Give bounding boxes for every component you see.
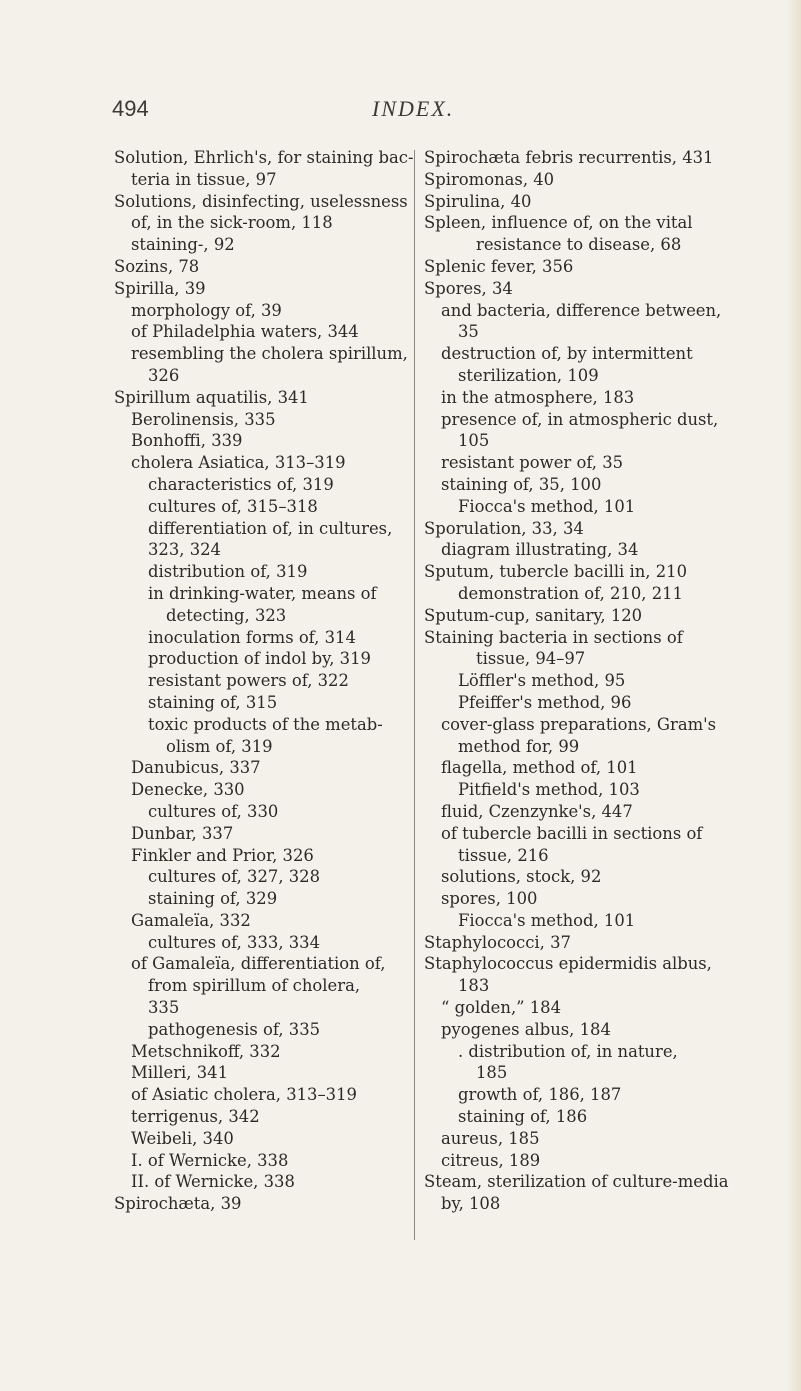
index-entry: detecting, 323	[166, 605, 287, 625]
index-entry: fluid, Czenzynke's, 447	[441, 801, 633, 821]
index-entry: staining of, 35, 100	[441, 474, 602, 494]
index-entry: 326	[148, 365, 180, 385]
index-entry: toxic products of the metab-	[148, 714, 383, 734]
index-entry: aureus, 185	[441, 1128, 540, 1148]
index-entry: Spirochæta, 39	[114, 1194, 242, 1214]
index-entry: Pitfield's method, 103	[458, 780, 640, 800]
index-column-right	[424, 147, 736, 1215]
index-entry: diagram illustrating, 34	[441, 540, 639, 560]
index-entry: citreus, 189	[441, 1150, 541, 1170]
index-entry: Staphylococcus epidermidis albus,	[424, 954, 712, 974]
index-entry: Spirilla, 39	[114, 278, 206, 298]
index-entry: growth of, 186, 187	[458, 1085, 622, 1105]
index-entry: resistant powers of, 322	[148, 671, 349, 691]
index-entry: teria in tissue, 97	[131, 169, 277, 189]
index-entry: cultures of, 330	[148, 801, 279, 821]
index-entry: Löffler's method, 95	[458, 671, 626, 691]
index-entry: differentiation of, in cultures,	[148, 518, 393, 538]
index-entry: cultures of, 327, 328	[148, 867, 321, 887]
index-entry: Fiocca's method, 101	[458, 910, 636, 930]
index-entry: 183	[458, 976, 490, 996]
index-entry: “ golden,” 184	[441, 998, 562, 1018]
index-entry: Staining bacteria in sections of	[424, 627, 683, 647]
index-entry: and bacteria, difference between,	[441, 300, 722, 320]
index-entry: Sputum, tubercle bacilli in, 210	[424, 562, 688, 582]
index-entry: presence of, in atmospheric dust,	[441, 409, 719, 429]
index-entry: resembling the cholera spirillum,	[131, 344, 408, 364]
index-entry: Weibeli, 340	[131, 1128, 234, 1148]
index-entry: 105	[458, 431, 490, 451]
index-entry: cover-glass preparations, Gram's	[441, 714, 717, 734]
index-entry: resistant power of, 35	[441, 453, 624, 473]
index-entry: pathogenesis of, 335	[148, 1019, 321, 1039]
index-entry: Bonhoffi, 339	[131, 431, 243, 451]
running-head: INDEX.	[372, 96, 455, 121]
index-entry: . distribution of, in nature,	[458, 1041, 678, 1061]
index-entry: Spleen, influence of, on the vital	[424, 213, 693, 233]
index-entry: 185	[476, 1063, 508, 1083]
index-entry: by, 108	[441, 1194, 501, 1214]
index-entry: flagella, method of, 101	[441, 758, 638, 778]
index-entry: solutions, stock, 92	[441, 867, 602, 887]
page-edge-shadow	[787, 0, 801, 1391]
index-entry: Berolinensis, 335	[131, 409, 276, 429]
index-entry: Spores, 34	[424, 278, 513, 298]
index-entry: spores, 100	[441, 889, 538, 909]
index-entry: Spiromonas, 40	[424, 169, 555, 189]
index-entry: Splenic fever, 356	[424, 256, 574, 276]
index-entry: Danubicus, 337	[131, 758, 261, 778]
index-entry: Gamaleïa, 332	[131, 910, 251, 930]
index-column-left	[114, 147, 414, 1215]
page-number: 494	[112, 96, 149, 121]
index-entry: inoculation forms of, 314	[148, 627, 356, 647]
index-entry: tissue, 94–97	[476, 649, 586, 669]
index-entry: olism of, 319	[166, 736, 273, 756]
index-entry: 323, 324	[148, 540, 221, 560]
index-entry: of Asiatic cholera, 313–319	[131, 1085, 357, 1105]
index-entry: Milleri, 341	[131, 1063, 228, 1083]
index-entry: staining-, 92	[131, 235, 235, 255]
index-entry: of tubercle bacilli in sections of	[441, 823, 703, 843]
index-entry: Sozins, 78	[114, 256, 200, 276]
index-entry: II. of Wernicke, 338	[131, 1172, 295, 1192]
index-entry: in drinking-water, means of	[148, 583, 377, 603]
index-entry: of Philadelphia waters, 344	[131, 322, 359, 342]
index-entry: in the atmosphere, 183	[441, 387, 635, 407]
index-entry: Staphylococci, 37	[424, 932, 571, 952]
index-entry: sterilization, 109	[458, 365, 599, 385]
index-entry: Pfeiffer's method, 96	[458, 692, 632, 712]
index-entry: Fiocca's method, 101	[458, 496, 636, 516]
index-entry: demonstration of, 210, 211	[458, 583, 683, 603]
index-entry: Sputum-cup, sanitary, 120	[424, 605, 643, 625]
index-entry: cultures of, 333, 334	[148, 932, 321, 952]
index-entry: Sporulation, 33, 34	[424, 518, 584, 538]
index-entry: Dunbar, 337	[131, 823, 234, 843]
index-entry: staining of, 329	[148, 889, 278, 909]
index-entry: Steam, sterilization of culture-media	[424, 1172, 729, 1192]
index-entry: Solutions, disinfecting, uselessness	[114, 191, 408, 211]
index-entry: cultures of, 315–318	[148, 496, 318, 516]
column-divider	[414, 150, 415, 1240]
index-entry: Solution, Ehrlich's, for staining bac-	[114, 148, 414, 167]
page-header	[0, 96, 801, 132]
index-entry: Metschnikoff, 332	[131, 1041, 281, 1061]
index-entry: method for, 99	[458, 736, 580, 756]
index-entry: resistance to disease, 68	[476, 235, 682, 255]
index-entry: of, in the sick-room, 118	[131, 213, 333, 233]
index-entry: production of indol by, 319	[148, 649, 371, 669]
index-entry: Finkler and Prior, 326	[131, 845, 314, 865]
index-entry: Denecke, 330	[131, 780, 245, 800]
index-entry: tissue, 216	[458, 845, 549, 865]
index-entry: destruction of, by intermittent	[441, 344, 693, 364]
index-entry: Spirulina, 40	[424, 191, 532, 211]
index-entry: Spirochæta febris recurrentis, 431	[424, 148, 714, 167]
index-entry: from spirillum of cholera,	[148, 976, 361, 996]
index-entry: characteristics of, 319	[148, 474, 334, 494]
index-entry: morphology of, 39	[131, 300, 282, 320]
index-entry: I. of Wernicke, 338	[131, 1150, 289, 1170]
index-entry: staining of, 315	[148, 692, 278, 712]
index-entry: distribution of, 319	[148, 562, 308, 582]
index-entry: terrigenus, 342	[131, 1107, 260, 1127]
index-entry: cholera Asiatica, 313–319	[131, 453, 346, 473]
index-entry: 35	[458, 322, 479, 342]
index-entry: pyogenes albus, 184	[441, 1019, 611, 1039]
index-entry: 335	[148, 998, 180, 1018]
index-entry: Spirillum aquatilis, 341	[114, 387, 309, 407]
index-entry: of Gamaleïa, differentiation of,	[131, 954, 386, 974]
index-entry: staining of, 186	[458, 1107, 588, 1127]
